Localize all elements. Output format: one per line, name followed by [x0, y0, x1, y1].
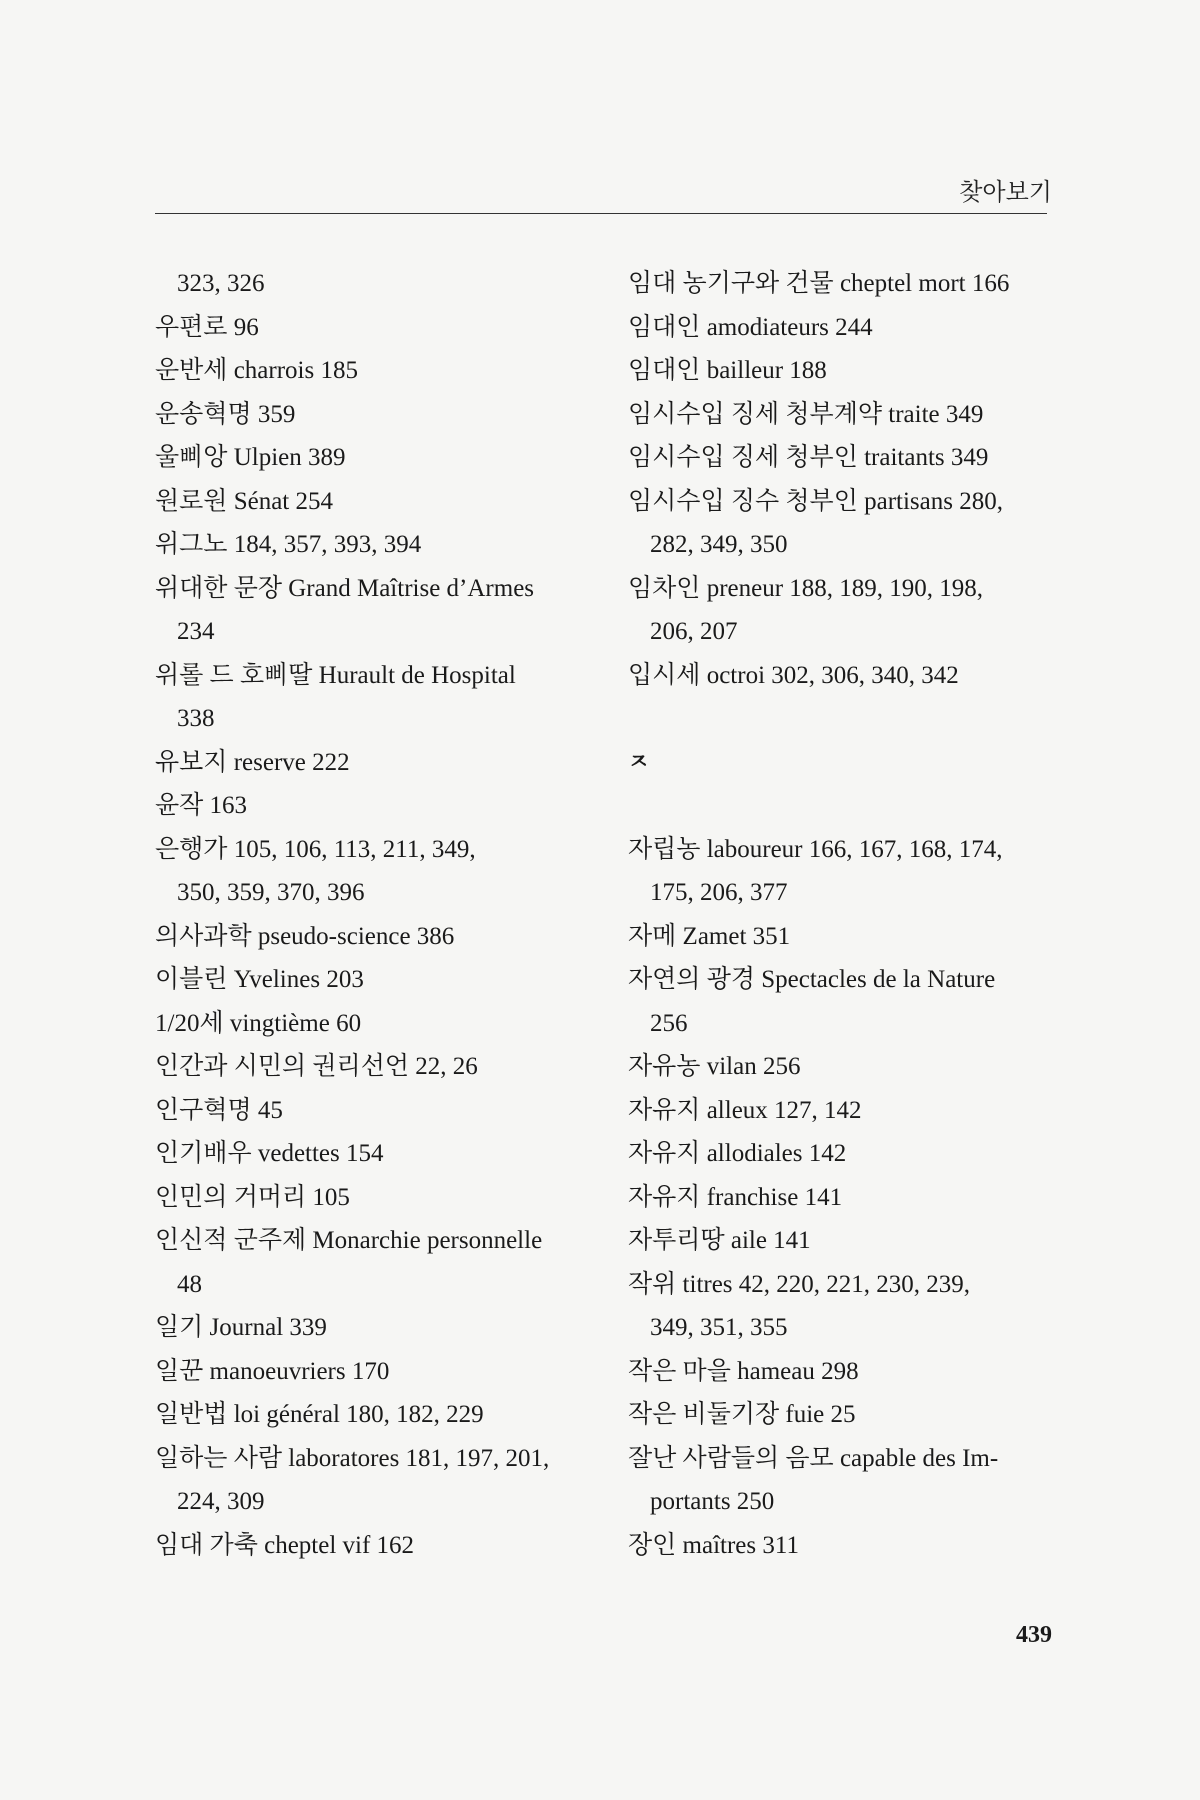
header-rule	[155, 213, 1047, 214]
index-entry: 장인 maîtres 311	[628, 1531, 799, 1559]
index-entry-continuation: 323, 326	[177, 270, 265, 297]
spacer	[628, 697, 1058, 741]
index-entry-continuation: 48	[177, 1270, 202, 1298]
index-entry: 일꾼 manoeuvriers 170	[155, 1357, 390, 1385]
index-entry-continuation: 282, 349, 350	[650, 531, 788, 558]
index-entry: 의사과학 pseudo-science 386	[155, 922, 455, 950]
index-entry: 은행가 105, 106, 113, 211, 349,	[155, 835, 476, 863]
index-entry: 인신적 군주제 Monarchie personnelle	[155, 1227, 543, 1254]
index-entry: 임대인 amodiateurs 244	[628, 313, 873, 341]
index-entry: 위그노 184, 357, 393, 394	[155, 531, 422, 558]
index-entry: 위대한 문장 Grand Maîtrise d’Armes	[155, 574, 535, 602]
section-letter: ㅈ	[628, 749, 650, 775]
index-entry: 인구혁명 45	[155, 1096, 283, 1124]
spacer	[628, 784, 1058, 828]
running-head: 찾아보기	[959, 178, 1052, 206]
index-entry: 일반법 loi général 180, 182, 229	[155, 1401, 484, 1428]
index-entry-continuation: 234	[177, 618, 215, 645]
index-entry: 자유지 alleux 127, 142	[628, 1096, 862, 1124]
index-entry-continuation: 224, 309	[177, 1488, 265, 1515]
index-entry: 임시수입 징세 청부인 traitants 349	[628, 444, 989, 471]
index-column-left	[155, 262, 595, 1567]
index-entry: 운송혁명 359	[155, 400, 296, 428]
index-entry-continuation: 256	[650, 1009, 688, 1037]
index-entry: 이블린 Yvelines 203	[155, 966, 364, 993]
index-entry: 잘난 사람들의 음모 capable des Im-	[628, 1444, 999, 1472]
index-entry: 1/20세 vingtième 60	[155, 1009, 362, 1037]
index-entry: 윤작 163	[155, 792, 248, 819]
index-entry-continuation: 175, 206, 377	[650, 879, 788, 906]
index-entry-continuation: 206, 207	[650, 618, 738, 645]
index-entry: 인민의 거머리 105	[155, 1183, 350, 1211]
index-entry: 일기 Journal 339	[155, 1314, 327, 1341]
index-entry: 임시수입 징수 청부인 partisans 280,	[628, 487, 1003, 515]
index-entry: 인기배우 vedettes 154	[155, 1140, 384, 1167]
index-entry: 작은 비둘기장 fuie 25	[628, 1401, 856, 1428]
index-entry-continuation: portants 250	[650, 1488, 775, 1515]
index-entry-continuation: 338	[177, 705, 215, 732]
index-entry: 자유지 allodiales 142	[628, 1140, 847, 1167]
index-entry: 작위 titres 42, 220, 221, 230, 239,	[628, 1270, 971, 1298]
index-entry: 원로원 Sénat 254	[155, 487, 333, 515]
index-entry: 자유농 vilan 256	[628, 1053, 801, 1080]
index-entry: 위롤 드 호삐딸 Hurault de Hospital	[155, 661, 516, 689]
index-entry: 인간과 시민의 권리선언 22, 26	[155, 1053, 478, 1080]
index-entry: 자투리땅 aile 141	[628, 1227, 811, 1254]
page-number: 439	[1016, 1622, 1052, 1648]
index-entry: 입시세 octroi 302, 306, 340, 342	[628, 661, 959, 689]
index-entry-continuation: 349, 351, 355	[650, 1314, 788, 1341]
index-entry: 자유지 franchise 141	[628, 1183, 843, 1211]
index-entry: 울삐앙 Ulpien 389	[155, 444, 346, 471]
index-entry: 임차인 preneur 188, 189, 190, 198,	[628, 574, 984, 602]
index-entry: 우편로 96	[155, 313, 259, 341]
index-entry: 작은 마을 hameau 298	[628, 1357, 859, 1385]
index-entry: 자연의 광경 Spectacles de la Nature	[628, 966, 996, 993]
index-entry: 일하는 사람 laboratores 181, 197, 201,	[155, 1444, 550, 1472]
index-entry: 자메 Zamet 351	[628, 922, 791, 950]
index-entry: 임대 가축 cheptel vif 162	[155, 1531, 415, 1559]
index-entry: 자립농 laboureur 166, 167, 168, 174,	[628, 835, 1003, 863]
index-entry: 임대인 bailleur 188	[628, 357, 827, 384]
index-entry: 임대 농기구와 건물 cheptel mort 166	[628, 270, 1010, 297]
index-entry: 유보지 reserve 222	[155, 748, 350, 776]
index-column-right	[628, 262, 1058, 1567]
index-entry: 임시수입 징세 청부계약 traite 349	[628, 400, 984, 428]
index-entry: 운반세 charrois 185	[155, 357, 358, 384]
index-entry-continuation: 350, 359, 370, 396	[177, 879, 365, 906]
